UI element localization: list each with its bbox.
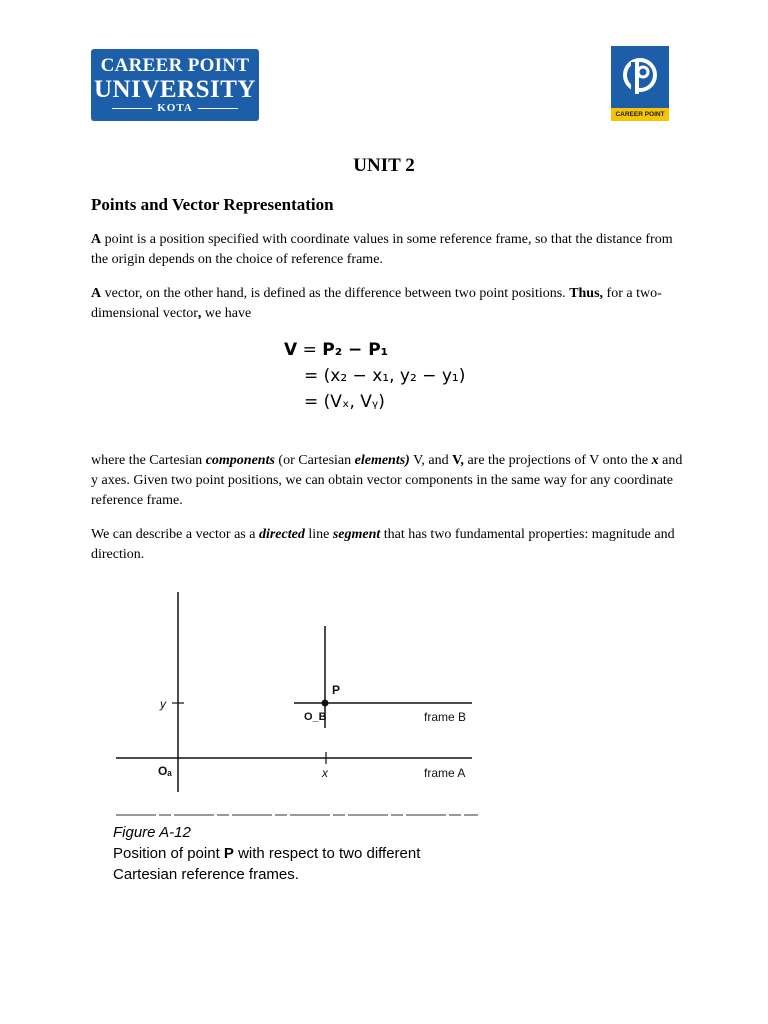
paragraph-text: that has two fundamental properties: magnitude and direction. — [91, 527, 675, 562]
lead-word: A — [91, 286, 102, 301]
logo-strip-text: CAREER POINT — [611, 108, 669, 121]
label-frame-b: frame B — [424, 710, 467, 724]
paragraph-text: and y axes. Given two point positions, we can obtain vector components in the same way for any coordinate reference frame. — [91, 453, 683, 508]
figure-number: Figure A-12 — [113, 824, 191, 841]
section-title: Points and Vector Representation — [91, 195, 334, 214]
term-x: x — [651, 453, 659, 468]
term-segment: segment — [332, 527, 381, 542]
paragraph-text: point is a position specified with coordinate values in some reference frame, so that the distance from the origin depends on the choice of reference frame. — [91, 232, 673, 267]
paragraph-text: (or Cartesian — [274, 453, 355, 468]
paragraph-text: where the Cartesian — [91, 453, 206, 468]
paragraph-vector-definition — [91, 284, 691, 324]
term-directed: directed — [258, 527, 305, 542]
label-oa: Oₐ — [158, 764, 172, 778]
label-frame-a: frame A — [424, 766, 466, 780]
term-components: components — [205, 453, 275, 468]
caption-text: with respect to two different — [233, 845, 421, 862]
label-p: P — [332, 683, 341, 697]
term-elements: elements) — [354, 453, 410, 468]
paragraph-text: line — [304, 527, 333, 542]
caption-line-2: Cartesian reference frames. — [113, 866, 299, 883]
vector-equation — [284, 340, 465, 418]
label-ob: O_B — [304, 711, 327, 723]
caption-text: Position of point — [113, 845, 224, 862]
label-x: x — [322, 766, 328, 780]
logo-line-2: UNIVERSITY — [94, 76, 256, 103]
point-p-marker — [322, 700, 329, 707]
logo-line-3: KOTA — [91, 102, 259, 114]
paragraph-point-definition — [91, 230, 691, 270]
paragraph-text: we have — [201, 306, 252, 321]
equation-lhs: V — [284, 340, 298, 360]
paragraph-text: for a two-dimensional vector — [91, 286, 662, 321]
figure-caption — [113, 822, 420, 885]
equation-rhs: P₂ − P₁ — [322, 340, 389, 360]
paragraph-text: are the projections of V onto the — [463, 453, 652, 468]
equation-line-1 — [284, 340, 465, 366]
paragraph-directed-segment — [91, 525, 691, 565]
bold-word: Thus, — [569, 286, 604, 301]
equation-line-3: = (Vₓ, Vᵧ) — [304, 392, 385, 412]
paragraph-text: V, and — [409, 453, 453, 468]
bold-comma: , — [197, 306, 202, 321]
caption-point-p: P — [223, 845, 234, 862]
paragraph-text: vector, on the other hand, is defined as the difference between two point positions. — [101, 286, 570, 301]
equation-line-2: = (x₂ − x₁, y₂ − y₁) — [304, 366, 466, 386]
term-v: V, — [452, 453, 464, 468]
caption-line-1 — [113, 843, 420, 864]
paragraph-components — [91, 451, 691, 511]
career-point-emblem-icon — [611, 46, 669, 108]
logo-line-1: CAREER POINT — [100, 55, 250, 76]
career-point-logo — [611, 46, 669, 121]
unit-title: UNIT 2 — [353, 155, 415, 176]
paragraph-text: We can describe a vector as a — [91, 527, 259, 542]
equation-equals: = — [302, 340, 317, 360]
label-y: y — [160, 697, 166, 711]
lead-word: A — [91, 232, 102, 247]
university-logo — [91, 49, 259, 121]
